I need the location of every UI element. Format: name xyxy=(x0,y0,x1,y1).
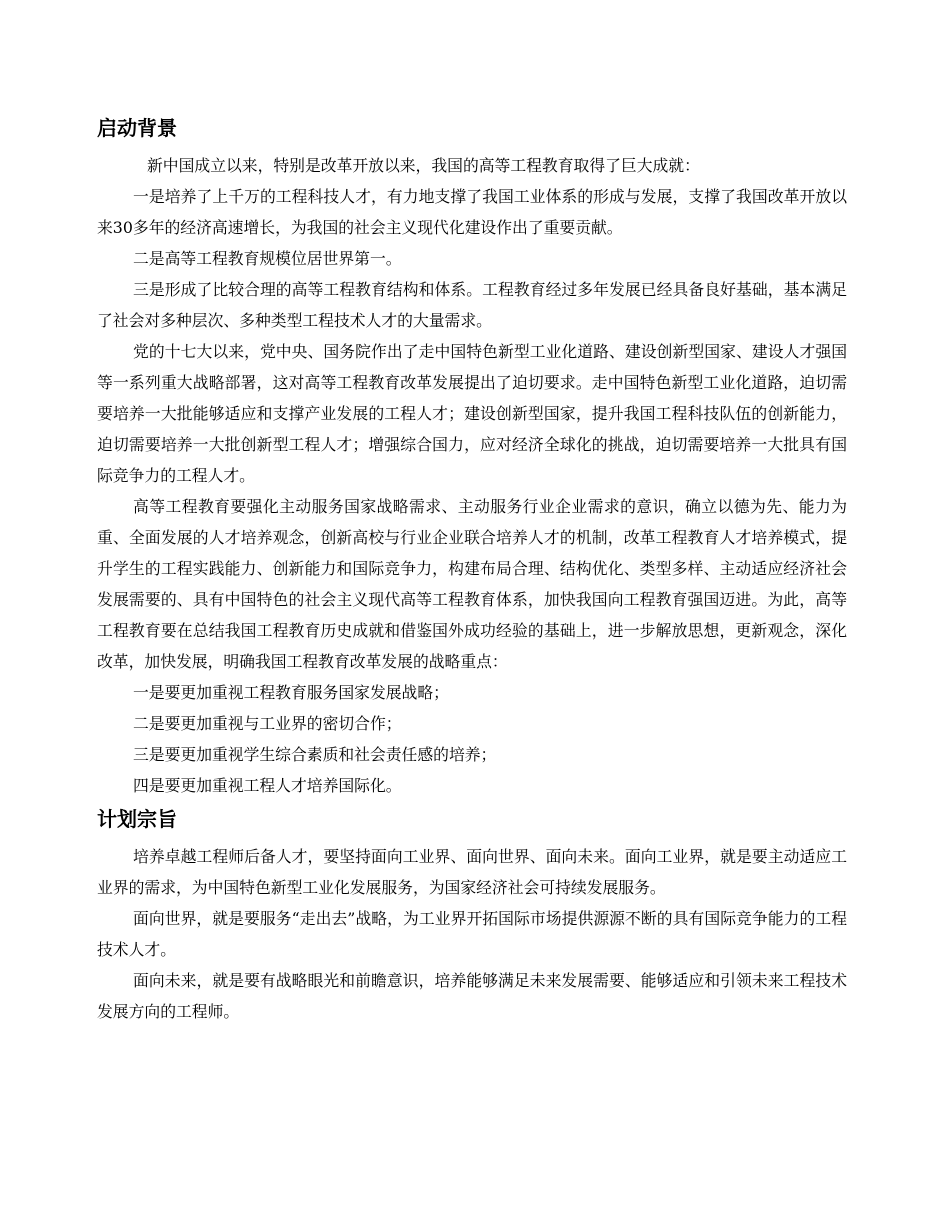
list-item: 三是要更加重视学生综合素质和社会责任感的培养； xyxy=(133,745,497,764)
list-item: 四是要更加重视工程人才培养国际化。 xyxy=(133,776,402,795)
paragraph: 面向世界，就是要服务“走出去”战略，为工业界开拓国际市场提供源源不断的具有国际竞争能力的工程技术人才。 xyxy=(97,909,847,959)
paragraph: 一是培养了上千万的工程科技人才，有力地支撑了我国工业体系的形成与发展，支撑了我国改革开放以来30多年的经济高速增长，为我国的社会主义现代化建设作出了重要贡献。 xyxy=(97,187,847,237)
paragraph: 面向未来，就是要有战略眼光和前瞻意识，培养能够满足未来发展需要、能够适应和引领未来工程技术发展方向的工程师。 xyxy=(97,971,847,1021)
list-item: 二是要更加重视与工业界的密切合作； xyxy=(133,714,402,733)
paragraph: 培养卓越工程师后备人才，要坚持面向工业界、面向世界、面向未来。面向工业界，就是要主动适应工业界的需求，为中国特色新型工业化发展服务，为国家经济社会可持续发展服务。 xyxy=(97,847,847,897)
document-page xyxy=(97,114,847,1027)
paragraph: 新中国成立以来，特别是改革开放以来，我国的高等工程教育取得了巨大成就： xyxy=(147,156,700,175)
list-item: 一是要更加重视工程教育服务国家发展战略； xyxy=(133,683,449,702)
paragraph: 三是形成了比较合理的高等工程教育结构和体系。工程教育经过多年发展已经具备良好基础，基本满足了社会对多种层次、多种类型工程技术人才的大量需求。 xyxy=(97,280,847,330)
section-heading-background: 启动背景 xyxy=(97,116,177,140)
paragraph: 党的十七大以来，党中央、国务院作出了走中国特色新型工业化道路、建设创新型国家、建设人才强国等一系列重大战略部署，这对高等工程教育改革发展提出了迫切要求。走中国特色新型工业化道路，迫切需要培养一大批能够适应和支撑产业发展的工程人才；建设创新型国家，提升我国工程科技队伍的创新能力，迫切需要培养一大批创新型工程人才；增强综合国力，应对经济全球化的挑战，迫切需要培养一大批具有国际竞争力的工程人才。 xyxy=(97,342,847,485)
paragraph: 高等工程教育要强化主动服务国家战略需求、主动服务行业企业需求的意识，确立以德为先、能力为重、全面发展的人才培养观念，创新高校与行业企业联合培养人才的机制，改革工程教育人才培养模式，提升学生的工程实践能力、创新能力和国际竞争力，构建布局合理、结构优化、类型多样、主动适应经济社会发展需要的、具有中国特色的社会主义现代高等工程教育体系，加快我国向工程教育强国迈进。为此，高等工程教育要在总结我国工程教育历史成就和借鉴国外成功经验的基础上，进一步解放思想，更新观念，深化改革，加快发展，明确我国工程教育改革发展的战略重点： xyxy=(97,497,847,671)
section-heading-purpose: 计划宗旨 xyxy=(97,807,177,831)
paragraph: 二是高等工程教育规模位居世界第一。 xyxy=(133,249,402,268)
